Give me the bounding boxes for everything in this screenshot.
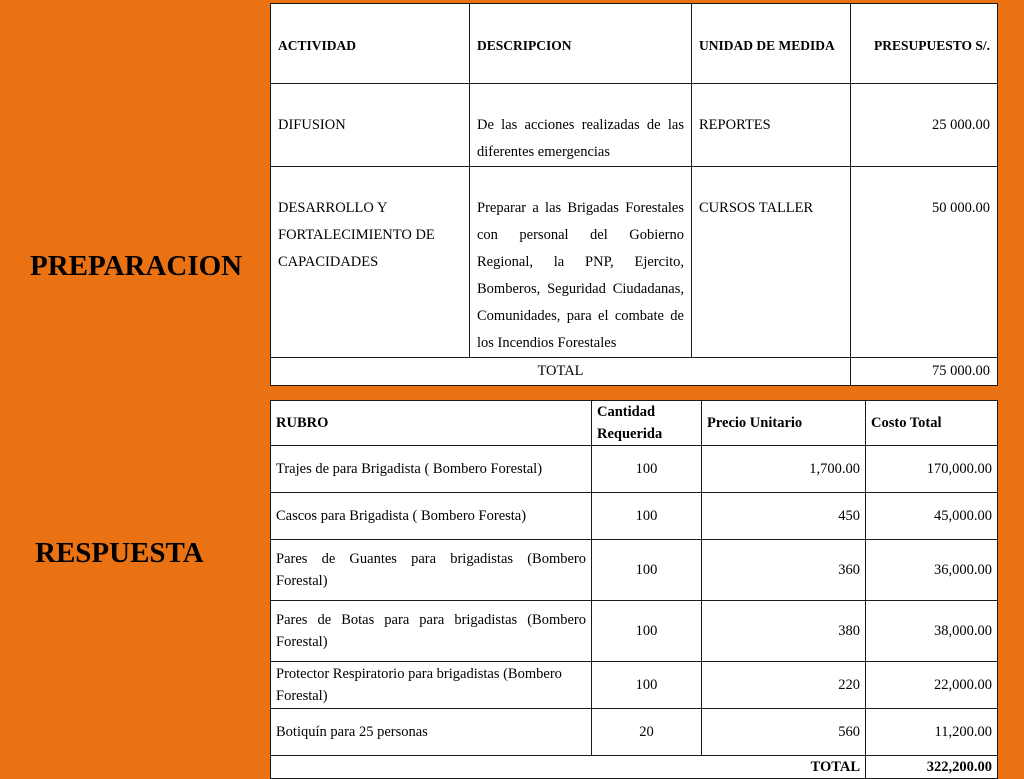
header-costo-total: Costo Total	[866, 401, 998, 446]
table-total-row	[271, 358, 998, 386]
section-label-preparacion: PREPARACION	[30, 250, 243, 282]
table-row	[271, 709, 998, 756]
table-row	[271, 167, 998, 358]
cell-presupuesto: 50 000.00	[851, 167, 998, 358]
cell-rubro: Protector Respiratorio para brigadistas (Bombero Forestal)	[271, 662, 592, 709]
header-actividad: ACTIVIDAD	[271, 4, 470, 84]
preparacion-budget-table	[270, 3, 998, 386]
cell-cantidad: 100	[592, 493, 702, 540]
cell-cantidad: 100	[592, 662, 702, 709]
cell-cantidad: 20	[592, 709, 702, 756]
table-row	[271, 493, 998, 540]
cell-unidad: CURSOS TALLER	[692, 167, 851, 358]
cell-costo: 22,000.00	[866, 662, 998, 709]
table-row	[271, 446, 998, 493]
cell-costo: 38,000.00	[866, 601, 998, 662]
header-precio-unitario: Precio Unitario	[702, 401, 866, 446]
cell-precio: 220	[702, 662, 866, 709]
cell-rubro: Pares de Botas para para brigadistas (Bombero Forestal)	[271, 601, 592, 662]
cell-precio: 380	[702, 601, 866, 662]
total-label: TOTAL	[271, 358, 851, 386]
table-row	[271, 84, 998, 167]
cell-costo: 170,000.00	[866, 446, 998, 493]
table-total-row	[271, 756, 998, 779]
cell-actividad: DIFUSION	[271, 84, 470, 167]
cell-actividad: DESARROLLO Y FORTALECIMIENTO DE CAPACIDADES	[271, 167, 470, 358]
table-header-row	[271, 401, 998, 446]
table-row	[271, 601, 998, 662]
total-label: TOTAL	[271, 756, 866, 779]
section-label-respuesta: RESPUESTA	[35, 537, 204, 569]
total-value: 322,200.00	[866, 756, 998, 779]
header-cantidad: Cantidad Requerida	[592, 401, 702, 446]
cell-cantidad: 100	[592, 540, 702, 601]
header-descripcion: DESCRIPCION	[470, 4, 692, 84]
table-row	[271, 540, 998, 601]
cell-unidad: REPORTES	[692, 84, 851, 167]
respuesta-cost-table	[270, 400, 998, 779]
header-rubro: RUBRO	[271, 401, 592, 446]
cell-precio: 450	[702, 493, 866, 540]
cell-cantidad: 100	[592, 446, 702, 493]
cell-precio: 360	[702, 540, 866, 601]
total-value: 75 000.00	[851, 358, 998, 386]
cell-rubro: Trajes de para Brigadista ( Bombero Forestal)	[271, 446, 592, 493]
cell-precio: 1,700.00	[702, 446, 866, 493]
cell-rubro: Pares de Guantes para brigadistas (Bombero Forestal)	[271, 540, 592, 601]
cell-cantidad: 100	[592, 601, 702, 662]
cell-costo: 11,200.00	[866, 709, 998, 756]
cell-costo: 36,000.00	[866, 540, 998, 601]
cell-presupuesto: 25 000.00	[851, 84, 998, 167]
cell-costo: 45,000.00	[866, 493, 998, 540]
cell-rubro: Botiquín para 25 personas	[271, 709, 592, 756]
table-row	[271, 662, 998, 709]
table-header-row	[271, 4, 998, 84]
cell-descripcion: Preparar a las Brigadas Forestales con personal del Gobierno Regional, la PNP, Ejercito, Bomberos, Seguridad Ciudadanas, Comunidades, para el combate de los Incendios Forestales	[470, 167, 692, 358]
cell-precio: 560	[702, 709, 866, 756]
header-presupuesto: PRESUPUESTO S/.	[851, 4, 998, 84]
header-unidad-medida: UNIDAD DE MEDIDA	[692, 4, 851, 84]
cell-descripcion: De las acciones realizadas de las diferentes emergencias	[470, 84, 692, 167]
cell-rubro: Cascos para Brigadista ( Bombero Foresta)	[271, 493, 592, 540]
